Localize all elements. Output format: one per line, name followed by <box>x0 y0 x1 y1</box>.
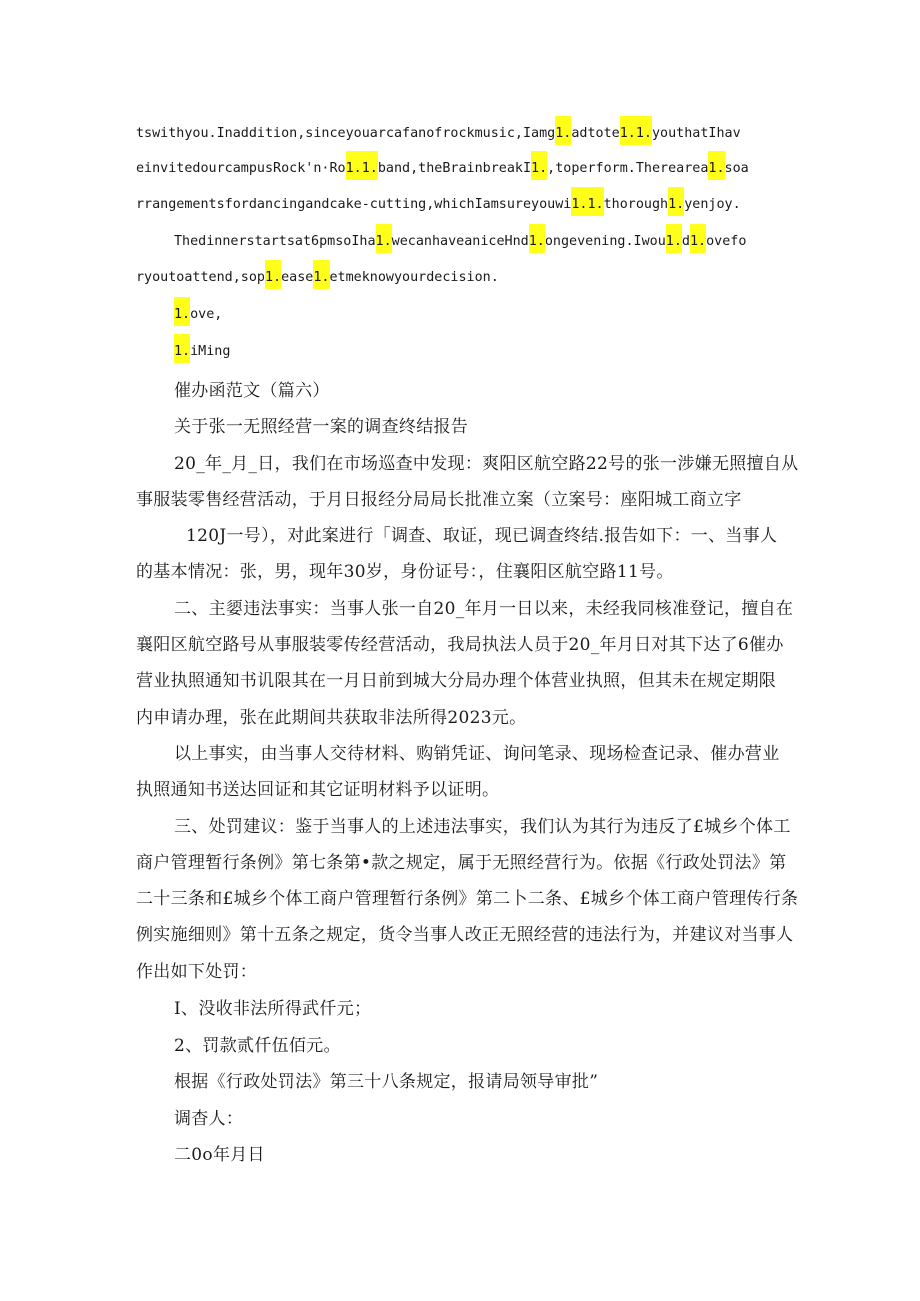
text-run: ovefo <box>706 234 747 249</box>
highlight: 1.1. <box>346 151 378 180</box>
text-run: adtote <box>571 126 620 141</box>
text-run: ,toperform.Therearea <box>547 161 709 176</box>
letter-line-3 <box>136 197 741 212</box>
letter-line-2 <box>136 161 749 176</box>
text-run: tswithyou.Inaddition,sinceyouarcafanofrockmusic,Iamg <box>136 126 556 141</box>
paragraph-line: 20_年_月_日，我们在市场巡查中发现：爽阳区航空路22号的张一涉嫌无照擅自从 <box>174 454 799 474</box>
approval-basis: 根据《行政处罚法》第三十八条规定，报请局领导审批” <box>174 1072 599 1092</box>
highlight: 1.1. <box>620 116 652 145</box>
highlight: 1. <box>690 224 706 253</box>
highlight: 1. <box>265 260 281 289</box>
paragraph-line: 二十三条和£城乡个体工商户管理暂行条例》第二卜二条、£城乡个体工商户管理传行条 <box>136 889 799 909</box>
highlight: 1. <box>174 297 190 326</box>
text-run: etmeknowyourdecision. <box>329 270 499 285</box>
paragraph-line: 作出如下处罚： <box>136 962 258 982</box>
text-run: ove, <box>190 307 223 322</box>
text-run: yenjoy. <box>684 197 741 212</box>
highlight: 1. <box>555 116 571 145</box>
text-run: thorough <box>603 197 669 212</box>
text-run: ryoutoattend,sop <box>136 270 265 285</box>
section-title: 催办函范文（篇六） <box>174 381 330 401</box>
paragraph-line: 的基本情况：张，男，现年30岁，身份证号：，住襄阳区航空路11号。 <box>136 562 674 582</box>
penalty-item-1: I、没收非法所得武仟元； <box>174 999 372 1019</box>
highlight: 1. <box>174 334 190 363</box>
text-run: iMing <box>190 344 231 359</box>
paragraph-line: 以上事实，由当事人交待材料、购销凭证、询问笔录、现场检查记录、催办营业 <box>174 744 780 764</box>
letter-signature <box>174 344 230 359</box>
investigator-label: 调杳人： <box>174 1109 244 1129</box>
paragraph-line: 事服装零售经营活动，于月日报经分局局长批准立案（立案号：座阳城工商立字 <box>136 490 742 510</box>
text-run: einvitedourcampusRock'n·Ro <box>136 161 346 176</box>
letter-line-4 <box>174 234 746 249</box>
highlight: 1. <box>668 187 684 216</box>
highlight: 1.1. <box>571 187 603 216</box>
text-run: ongevening.Iwou <box>544 234 666 249</box>
paragraph-line: 执照通知书送达回证和其它证明材料予以证明。 <box>136 780 500 800</box>
highlight: 1. <box>376 224 392 253</box>
highlight: 1. <box>529 224 545 253</box>
highlight: 1. <box>313 260 329 289</box>
paragraph-line: 襄阳区航空路号从事服装零传经营活动，我局执法人员于20_年月日对其下达了6催办 <box>136 635 784 655</box>
highlight: 1. <box>708 151 724 180</box>
text-run: Thedinnerstartsat6pmsoIha <box>174 234 376 249</box>
highlight: 1. <box>531 151 547 180</box>
text-run: wecanhaveaniceHnd <box>391 234 529 249</box>
highlight: 1. <box>666 224 682 253</box>
paragraph-line: 例实施细则》第十五条之规定，货令当事人改正无照经营的违法行为，并建议对当事人 <box>136 925 794 945</box>
paragraph-line: 120J一号），对此案进行「调查、取证，现已调查终结.报告如下：一、当事人 <box>186 526 778 546</box>
report-date: 二0o年月日 <box>174 1145 265 1165</box>
paragraph-line: 营业执照通知书讥限其在一月日前到城大分局办理个体营业执照，但其未在规定期限 <box>136 671 777 691</box>
letter-line-5 <box>136 270 499 285</box>
text-run: soa <box>724 161 749 176</box>
penalty-item-2: 2、罚款贰仟伍佰元。 <box>174 1036 341 1056</box>
paragraph-line: 内申请办理，张在此期间共获取非法所得2023元。 <box>136 708 527 728</box>
paragraph-line: 三、处罚建议：鉴于当事人的上述违法事实，我们认为其行为违反了£城乡个体工 <box>174 817 791 837</box>
text-run: d <box>681 234 690 249</box>
letter-closing <box>174 307 222 322</box>
text-run: ease <box>281 270 314 285</box>
text-run: band,theBrainbreakI <box>377 161 532 176</box>
report-title: 关于张一无照经营一案的调查终结报告 <box>174 417 469 437</box>
paragraph-line: 二、主媭违法事实：当事人张一自20_年月一日以来，未经我同核准登记，擅自在 <box>174 599 794 619</box>
paragraph-line: 商户管理暂行条例》第七条第•款之规定，属于无照经营行为。依据《行政处罚法》第 <box>136 853 787 873</box>
text-run: rrangementsfordancingandcake-cutting,whichIamsureyouwi <box>136 197 572 212</box>
letter-line-1 <box>136 126 741 141</box>
text-run: youthatIhav <box>651 126 741 141</box>
